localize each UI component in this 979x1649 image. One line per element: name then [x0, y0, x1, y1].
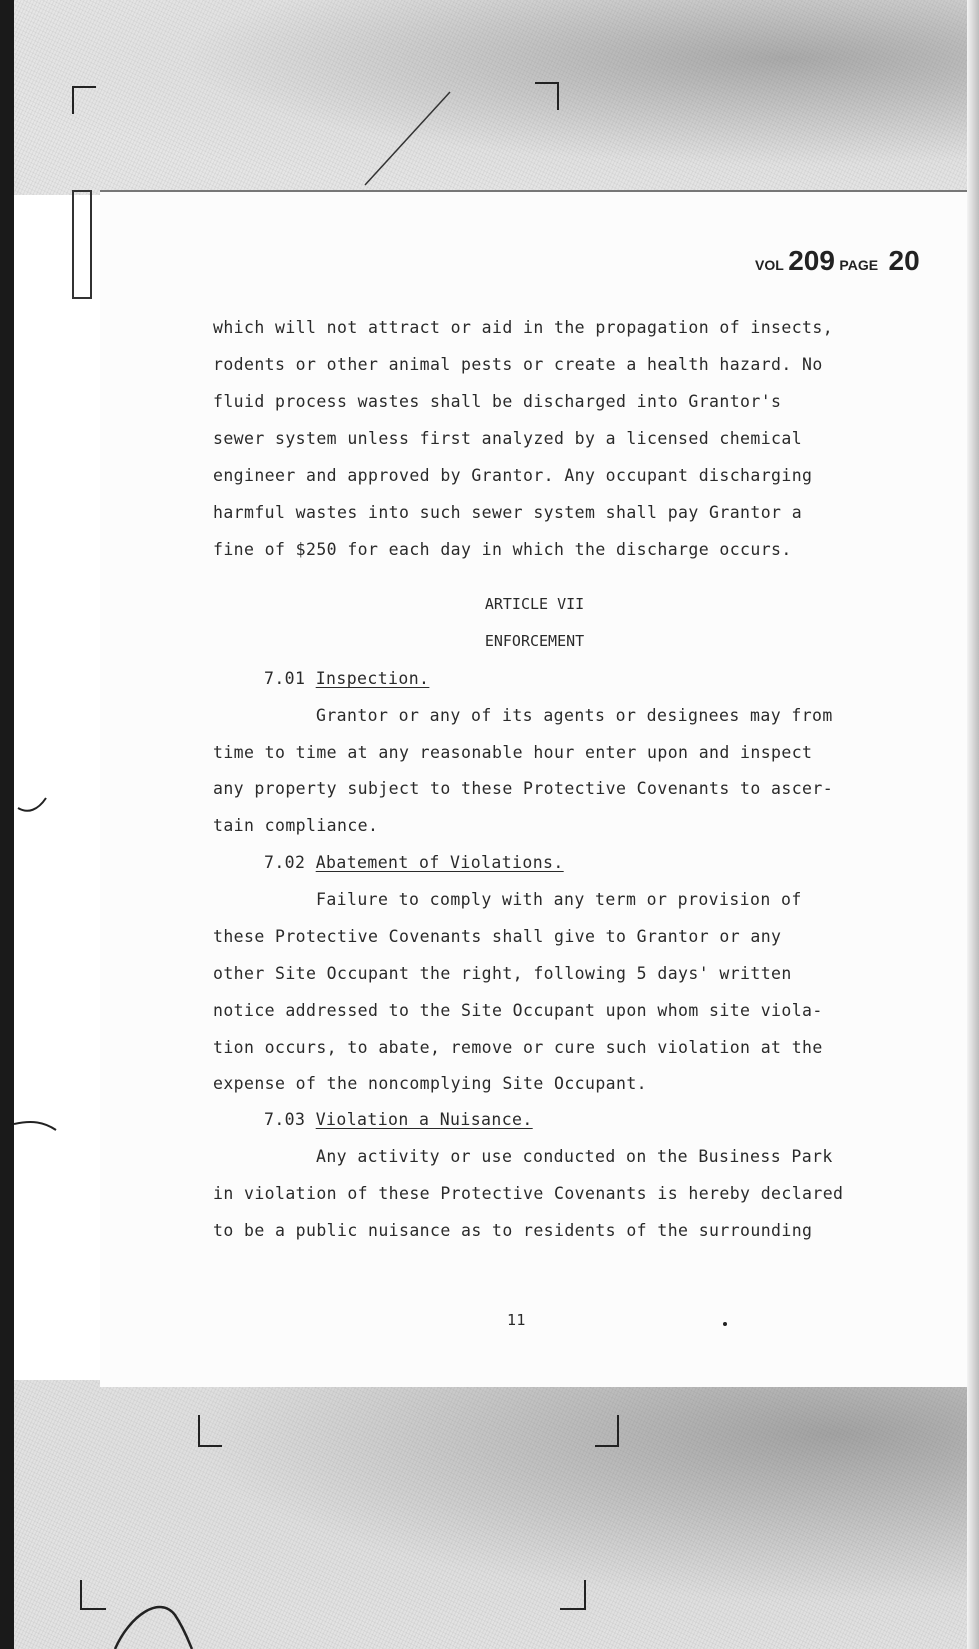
section-line: in violation of these Protective Covenants is hereby declared — [213, 1184, 844, 1203]
crop-mark-bottom-center — [560, 1580, 586, 1610]
section-heading — [264, 853, 564, 872]
binding-frame-mark — [72, 190, 92, 299]
section-title: Abatement of Violations. — [315, 853, 564, 872]
article-title: ENFORCEMENT — [484, 632, 585, 650]
section-line: Grantor or any of its agents or designees may from — [316, 706, 833, 725]
section-line: these Protective Covenants shall give to Grantor or any — [213, 927, 782, 946]
scan-curve-mark — [110, 1595, 200, 1649]
section-number: 7.01 — [264, 669, 306, 688]
vol-number: 209 — [788, 245, 835, 276]
section-number: 7.02 — [264, 853, 306, 872]
section-line: Failure to comply with any term or provision of — [316, 890, 802, 909]
body-line: sewer system unless first analyzed by a licensed chemical — [213, 429, 803, 448]
page-ref-number: 20 — [888, 245, 920, 276]
section-line: other Site Occupant the right, following 5 days' written — [213, 964, 792, 983]
article-number: ARTICLE VII — [484, 595, 585, 613]
section-line: expense of the noncomplying Site Occupant. — [213, 1074, 648, 1093]
section-title: Inspection. — [315, 669, 430, 688]
left-margin-mark — [14, 790, 54, 820]
section-line: notice addressed to the Site Occupant upon whom site viola- — [213, 1001, 823, 1020]
vol-label: VOL — [755, 257, 784, 273]
page-label: PAGE — [839, 257, 879, 273]
section-title: Violation a Nuisance. — [315, 1110, 533, 1129]
section-line: any property subject to these Protective Covenants to ascer- — [213, 779, 834, 798]
crop-mark-top-center — [535, 82, 559, 110]
section-heading — [264, 1110, 533, 1129]
scan-right-edge — [967, 0, 979, 1649]
page-number: 11 — [507, 1311, 526, 1329]
body-line: which will not attract or aid in the propagation of insects, — [213, 318, 834, 337]
section-heading — [264, 669, 429, 688]
volume-page-reference — [755, 245, 920, 277]
scan-noise-top — [14, 0, 979, 195]
section-line: tion occurs, to abate, remove or cure such violation at the — [213, 1038, 823, 1057]
body-line: engineer and approved by Grantor. Any occupant discharging — [213, 466, 813, 485]
section-line: to be a public nuisance as to residents of the surrounding — [213, 1221, 813, 1240]
body-line: fine of $250 for each day in which the discharge occurs. — [213, 540, 792, 559]
body-line: harmful wastes into such sewer system shall pay Grantor a — [213, 503, 803, 522]
scan-scratch-mark — [360, 90, 460, 190]
section-line: time to time at any reasonable hour enter upon and inspect — [213, 743, 813, 762]
scan-left-border — [0, 0, 14, 1649]
crop-mark-bottom-left-inner — [198, 1415, 222, 1447]
section-number: 7.03 — [264, 1110, 306, 1129]
crop-mark-bottom-center-inner — [595, 1415, 619, 1447]
body-line: fluid process wastes shall be discharged into Grantor's — [213, 392, 782, 411]
crop-mark-bottom-left — [80, 1580, 106, 1610]
crop-mark-top-left — [72, 86, 96, 114]
ink-speck — [723, 1322, 727, 1326]
body-line: rodents or other animal pests or create a health hazard. No — [213, 355, 823, 374]
section-line: Any activity or use conducted on the Business Park — [316, 1147, 833, 1166]
left-margin-mark-2 — [14, 1118, 58, 1134]
section-line: tain compliance. — [213, 816, 379, 835]
